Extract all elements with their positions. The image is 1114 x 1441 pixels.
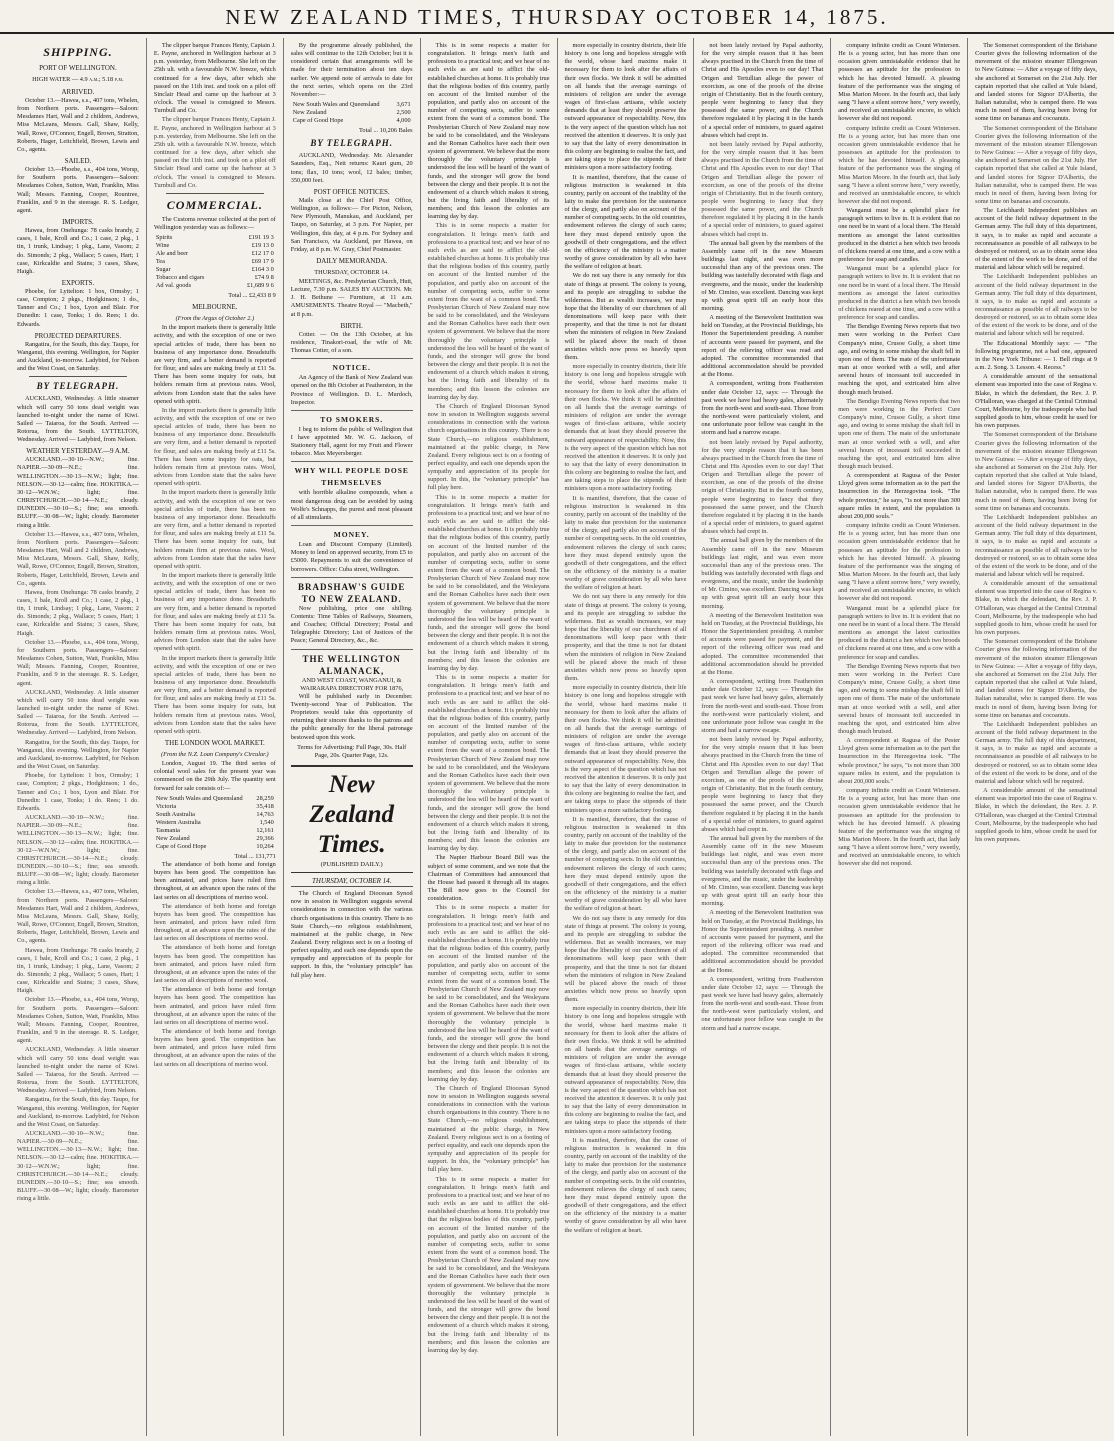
column-7 (831, 38, 968, 1436)
notice-item (291, 410, 413, 459)
mission-text: The Somerset correspondent of the Brisbane Courier gives the following information of the movement of the mission steamer Ellengowan to New Guinea: — After a voyage of fifty days, she anchored at Somerset on the 21st July. Her captain reported that she called at Yule Island, and landed stores for Signor D'Albertis, the Italian naturalist, who is camped there. He was much in need of them, having been living for some time on bananas and cocoanuts. (975, 42, 1097, 123)
wool-row-value: 1,540 (259, 818, 274, 826)
telegraph-text-2: AUCKLAND, Wednesday. Mr. Alexander Saunders, Esq., Nett returns: Kauri gum, 20 tons; flax, 10 tons; wool, 12 bales; timber, 350,000 feet. (290, 152, 413, 184)
arrival-table (291, 101, 413, 125)
leader-lead-repeat-2: The Church of England Diocesan Synod now in session in Wellington suggests several considerations in connection with the various church organisations in this country. There is no State Church,—no religious establishment, maintained at the public charge, in New Zealand. Every religious sect is on a footing of perfect equality, and each one depends upon the sympathy and appreciation of its people for support. In this, the "voluntary principle" has full play here. (427, 1084, 550, 1174)
clipper-text-repeat: The clipper barque Frances Henty, Captain J. E. Payne, anchored in Wellington harbour at 3 p.m. yesterday, from Melbourne. She left on the 25th ult. with a favourable N.W. breeze, which continued for a few days, after which she passed on the 11th inst. and took on a pilot off Sinclair Head and came up the harbour at 3 o'clock. The vessel is consigned to Messrs. Turnbull and Co. (153, 116, 276, 189)
exports-text: Phoebe, for Lyttelton: 1 box, Ormsby; 1 case, Compton; 2 pkgs., Hodgkinson; 1 do., Tanner and Co.; 1 box, Lyon and Blair. For Dunedin: 1 case, Tonks; 1 do. Rees; 1 do. Edwards. (17, 287, 139, 328)
notice-text: with horrible alkaline compounds, when a most dangerous drug can be avoided by using Wolfe's Schnapps, the purest and most pleasant of all stimulants. (290, 489, 413, 521)
melbourne-text-repeat-4: In the import markets there is generally little activity, and with the exception of one or two special articles of trade, there has been no business of any importance done. Breadstuffs are very firm, and a better demand is reported for flour, and sales are making freely at £11 5s. There has been some inquiry for oats, but holders remain firm at previous rates. Wool, advices from London state that the sales have opened with spirit. (153, 654, 276, 735)
sailed-label: SAILED. (64, 157, 92, 166)
bradshaw-title: BRADSHAW'S GUIDE TO NEW ZEALAND. (298, 581, 406, 604)
divider (166, 193, 264, 194)
memoranda-label: DAILY MEMORANDA. (316, 256, 388, 265)
ragusa-text-repeat: A correspondent at Ragusa of the Pester Lloyd gives some information as to the part the Insurrection in the Herzegovina took. "The whole province," he says, "is not more than 300 square miles in extent, and the population is about 200,000 souls." (838, 737, 961, 785)
educational-text: The Educational Monthly says: — "The following programme, not a bad one, appeared in the New York Tribune: — 1. Bell rings at 9 a.m. 2. Song. 3. Lesson. 4. Recess." (975, 339, 1097, 372)
featherston-text: A correspondent, writing from Featherston under date October 12, says: — Through the past week we have had heavy gales, alternately from the north-west and south-east. Those from the north-west were particularly violent, and one unfortunate poor fellow was caught in the storm and had a narrow escape. (701, 380, 824, 437)
bendigo-text: The Bendigo Evening News reports that two men were working in the Perfect Cure Company's mine, Crusoe Gully, a short time ago, and owing to some mishap the shaft fell in upon one of them. The mate of the unfortunate man at once worked with a will, and after several hours of incessant toil succeeded in reaching the spot, and extricated him alive though much bruised. (838, 323, 961, 396)
court-text-repeat-2: A considerable amount of the sensational element was imported into the case of Regina v. Blake, in which the defendant, the Rev. J. P. O'Halloran, was charged at the Central Criminal Court, Melbourne, by the tradespeople who had supplied goods to him, whose credit he used for his own purposes. (975, 787, 1097, 843)
almanack-text: Will be published early in December. Twenty-second Year of Publication. The Proprietors would take this opportunity of returning their sincere thanks to the patrons and the public generally for the liberal patronage bestowed upon this work. (290, 692, 413, 741)
theatre-text: company infinite credit as Count Wintersen. He is a young actor, but has more than one occasion given unmistakable evidence that he possesses an aptitude for the profession to which he has devoted himself. A pleasing feature of the performance was the singing of Miss Marion Moore. In the fourth act, that lady sang "I have a silent sorrow here," very sweetly, and received an unmistakable encore, to which however she did not respond. (838, 42, 961, 123)
napier-text: The Napier Harbour Board Bill was the subject of some comment, and we note that the Chairman of Committees had announced that the House had passed it through all its stages. The Bill now goes to the Council for consideration. (427, 854, 550, 903)
wool-row-label: New Zealand (155, 834, 190, 842)
weather-label: WEATHER YESTERDAY.—9 A.M. (26, 447, 130, 456)
melbourne-text: In the import markets there is generally little activity, and with the exception of one or two special articles of trade, there has been no business of any importance done. Breadstuffs are very firm, and a better demand is reported for flour, and sales are making freely at £11 5s. There has been some inquiry for oats, but holders remain firm at previous rates. Wool, advices from London state that the sales have opened with spirit. (153, 324, 276, 405)
wool-row (154, 795, 276, 803)
notice-heading: NOTICE. (332, 363, 371, 373)
telegraph-text: AUCKLAND, Wednesday. A little steamer which will carry 50 tons dead weight was launched to-night under the name of Kiwi. Sailed — Taiaroa, for the South. Arrived — Rotorua, from the South. LYTTELTON, Wednesday. Arrived — Ladybird, from Nelson. (17, 395, 139, 444)
wool-row (154, 827, 276, 835)
wool-row-label: Cape of Good Hope (155, 842, 207, 850)
continued-text: By the programme already published, the sales will continue to the 12th October; but it is considered certain that arrangements will be made for their termination about ten days earlier. We append note of arrivals to date for the next series, which opens on the 23rd November:— (290, 42, 413, 98)
arrived-label: ARRIVED. (61, 88, 95, 96)
benevolent-text-repeat: A meeting of the Benevolent Institution was held on Tuesday, at the Provincial Buildings, his Honor the Superintendent presiding. A number of accounts were passed for payment, and the report of the relieving officer was read and adopted. The committee recommended that additional accommodation should be provided at the Home. (701, 611, 824, 676)
arrival-row (291, 109, 413, 117)
notice-list (291, 358, 413, 574)
almanack-title: THE WELLINGTON ALMANACK, (302, 653, 401, 676)
commercial-intro: The Customs revenue collected at the port of Wellington yesterday was as follows:— (153, 215, 276, 231)
arrival-row-label: New South Wales and Queensland (292, 101, 380, 109)
wool-row-label: Victoria (155, 802, 177, 810)
bradshaw-text: Now publishing, price one shilling. Contents: Time Tables of Railways, Steamers, and Coaches; Official Directory; Postal and Telegraphic Directory; List of Justices of the Peace; General Directory, &c., &c. (290, 604, 413, 645)
terms-text: Terms for Advertising: Full Page, 30s. Half Page, 20s. Quarter Page, 12s. (297, 743, 407, 759)
mission-text-repeat-2: The Somerset correspondent of the Brisbane Courier gives the following information of the movement of the mission steamer Ellengowan to New Guinea: — After a voyage of fifty days, she anchored at Somerset on the 21st July. Her captain reported that she called at Yule Island, and landed stores for Signor D'Albertis, the Italian naturalist, who is camped there. He was much in need of them, having been living for some time on bananas and cocoanuts. (975, 431, 1097, 512)
wool-row-value: 28,259 (256, 794, 274, 802)
column-6 (694, 38, 831, 1436)
wanganui-text-repeat-2: Wanganui must be a splendid place for paragraph writers to live in. It is evident that no one need be in want of a local there. The Herald mentions as amongst the latest curiosities produced in the district a hen which two broods of chickens reared at one time, and a cow with a preference for soap and candles. (838, 604, 961, 661)
article-body-repeat-3: more especially in country districts, their life history is one long and hopeless struggle with the world, whose hard maxims make it necessary for them to look after the affairs of their own flocks. We think it will be admitted on all hands that the average earnings of ministers of religion are under the average wages of first-class artisans, while society demands that at least they should preserve the outward appearance of respectability. Now, this is the very aspect of the question which has not received the attention it deserves. It is only just to say that the laity of every denomination in this colony are beginning to realise the fact, and are taking steps to place the stipends of their ministers upon a more satisfactory footing. (564, 1005, 687, 1135)
imports-text: Hawea, from Onehunga: 78 casks brandy, 2 cases, 1 bale, Kroll and Co.; 1 case, 2 pkg., 1 tin, 1 trunk, Lindsay; 1 pkg., Lane, Vasom; 2 do. Simonds; 2 pkg., Wallace; 5 cases, Hart; 1 case, Kirkcaldie and Stains; 3 cases, Shaw, Haigh. (17, 227, 139, 275)
arrival-row-label: New Zealand (292, 109, 327, 117)
bendigo-text-repeat: The Bendigo Evening News reports that two men were working in the Perfect Cure Company's mine, Crusoe Gully, a short time ago, and owing to some mishap the shaft fell in upon one of them. The mate of the unfortunate man at once worked with a will, and after several hours of incessant toil succeeded in reaching the spot, and extricated him alive though much bruised. (838, 397, 961, 470)
article-body-2: It is manifest, therefore, that the cause of religious instruction is weakened in this country, partly on account of the inability of the laity to make due provision for the sustenance of the clergy, and partly also on account of the number of competing sects. In the old countries, endowment relieves the clergy of such cares; here they must depend entirely upon the goodwill of their congregations, and the effect on the efficiency of the ministry is a matter worthy of grave consideration by all who have the welfare of religion at heart. (564, 173, 687, 271)
revenue-row (154, 266, 276, 274)
wool-table (154, 795, 276, 851)
column-1 (10, 38, 147, 1436)
railway-text: The Leichhardt Independent publishes an account of the field railway department in the German army. The full duty of this department, it says, is to make as rapid and accurate a reconnaissance as possible of all railways to be destroyed or restored, so as to obtain some idea of the extent of the work to be done, and of the material and labour which will be required. (975, 207, 1097, 272)
imports-text-repeat-2: Hawea, from Onehunga: 78 casks brandy, 2 cases, 1 bale, Kroll and Co.; 1 case, 2 pkg., 1 tin, 1 trunk, Lindsay; 1 pkg., Lane, Vasom; 2 do. Simonds; 2 pkg., Wallace; 5 cases, Hart; 1 case, Kirkcaldie and Stains; 3 cases, Shaw, Haigh. (17, 946, 139, 995)
wool-row-label: Western Australia (155, 818, 201, 826)
masthead-title: NEW ZEALAND TIMES, THURSDAY OCTOBER 14, 1875. (225, 5, 889, 29)
leader-lead: The Church of England Diocesan Synod now in session in Wellington suggests several considerations in connection with the various church organisations in this country. There is no State Church,—no religious establishment, maintained at the public charge, in New Zealand. Every religious sect is on a footing of perfect equality, and each one depends upon the sympathy and appreciation of its people for support. In this, the "voluntary principle" has full play here. (290, 890, 413, 979)
revenue-row-label: Tea (155, 258, 165, 266)
column-5 (558, 38, 695, 1436)
ball-text-repeat: The annual ball given by the members of the Assembly came off in the new Museum buildings last night, and was even more successful than any of the previous ones. The building was tastefully decorated with flags and evergreens, and the music, under the leadership of Mr. Cimino, was excellent. Dancing was kept up with great spirit till an early hour this morning. (701, 537, 824, 610)
revenue-row (154, 274, 276, 282)
exorcism-text-repeat-3: not been lately revised by Papal authority, for the very simple reason that it has been always practised in the Church from the time of Christ and His Apostles even to our day! That Origen and Tertullian allege the power of exorcism, as one of the proofs of the divine origin of Christianity. But in the fourth century, people were beginning to fancy that they possessed the same power, and the Church therefore regulated it by placing it in the hands of a special order of ministers, to guard against abuses which had crept in. (701, 736, 824, 833)
notice-heading: WHY WILL PEOPLE DOSE THEMSELVES (294, 466, 409, 488)
notice-heading: MONEY. (333, 530, 370, 540)
masthead (0, 0, 1114, 34)
wool-total: Total ... 131,771 (234, 852, 276, 860)
wool-sub: (From the N.Z. Loan Company's Circular.) (161, 751, 269, 759)
arrival-total: Total ... 10,206 Bales (359, 127, 413, 135)
wanganui-text: Wanganui must be a splendid place for paragraph writers to live in. It is evident that no one need be in want of a local there. The Herald mentions as amongst the latest curiosities produced in the district a hen which two broods of chickens reared at one time, and a cow with a preference for soap and candles. (838, 207, 961, 264)
revenue-row-value: £69 17 9 (251, 258, 274, 266)
newspaper-page (10, 38, 1104, 1436)
notice-item (291, 525, 413, 574)
exorcism-text: not been lately revised by Papal authority, for the very simple reason that it has been always practised in the Church from the time of Christ and His Apostles even to our day! That Origen and Tertullian allege the power of exorcism, as one of the proofs of the divine origin of Christianity. But in the fourth century, people were beginning to fancy that they possessed the same power, and the Church therefore regulated it by placing it in the hands of a special order of ministers, to guard against abuses which had crept in. (701, 42, 824, 139)
notice-item (291, 358, 413, 407)
wool-text: London, August 19. The third series of colonial wool sales for the present year was commenced on the 29th July. The quantity sent forward for sale consists of:— (153, 760, 276, 792)
article-body-2-repeat-2: It is manifest, therefore, that the cause of religious instruction is weakened in this country, partly on account of the inability of the laity to make due provision for the sustenance of the clergy, and partly also on account of the number of competing sects. In the old countries, endowment relieves the clergy of such cares; here they must depend entirely upon the goodwill of their congregations, and the effect on the efficiency of the ministry is a matter worthy of grave consideration by all who have the welfare of religion at heart. (564, 815, 687, 913)
post-office-label: POST OFFICE NOTICES. (313, 187, 390, 196)
revenue-row-value: £19 13 0 (251, 242, 274, 250)
nameplate-title: New Zealand Times. (309, 771, 395, 859)
melbourne-text-repeat-3: In the import markets there is generally little activity, and with the exception of one or two special articles of trade, there has been no business of any importance done. Breadstuffs are very firm, and a better demand is reported for flour, and sales are making freely at £11 5s. There has been some inquiry for oats, but holders remain firm at previous rates. Wool, advices from London state that the sales have opened with spirit. (153, 571, 276, 653)
featherston-text-repeat: A correspondent, writing from Featherston under date October 12, says: — Through the past week we have had heavy gales, alternately from the north-west and south-east. Those from the north-west were particularly violent, and one unfortunate poor fellow was caught in the storm and had a narrow escape. (701, 678, 824, 734)
revenue-table (154, 234, 276, 290)
ragusa-text: A correspondent at Ragusa of the Pester Lloyd gives some information as to the part the Insurrection in the Herzegovina took. "The whole province," he says, "is not more than 300 square miles in extent, and the population is about 200,000 souls." (838, 472, 961, 520)
railway-text-repeat-3: The Leichhardt Independent publishes an account of the field railway department in the German army. The full duty of this department, it says, is to make as rapid and accurate a reconnaissance as possible of all railways to be destroyed or restored, so as to obtain some idea of the extent of the work to be done, and of the material and labour which will be required. (975, 720, 1097, 785)
expected-text-repeat: Rangatira, for the South, this day. Taupo, for Wanganui, this evening. Wellington, for Napier and Auckland, to-morrow. Ladybird, for Nelson and the West Coast, on Saturday. (17, 738, 139, 771)
leader-body-repeat: This is in some respects a matter for congratulation. It brings men's faith and professions to a practical test; and we hear of no such evils as are said to afflict the old-established churches at home. It is probably true that the religious bodies of this country, partly on account of the limited number of the population, and partly also on account of the number of competing sects, suffer to some extent from the want of a common bond. The Presbyterian Church of New Zealand may now be said to be consolidated, and the Wesleyans and the Roman Catholics have each their own system of government. We believe that the more thoroughly the voluntary principle is understood the less will be heard of the want of funds, and the stronger will grow the bond between the clergy and their people. It is not the endowment of a church which makes it strong, but the living faith and liberality of its members; and this lesson the colonies are learning day by day. (427, 222, 550, 401)
bradshaw-ad (291, 577, 413, 646)
arrival-row (291, 101, 413, 109)
weather-text: AUCKLAND.—30·10—N.W.; fine. NAPIER.—30·09—N.E.; fine. WELLINGTON.—30·13—N.W.; light; fine. NELSON.—30·12—calm; fine. HOKITIKA.—30·12—W.N.W.; light; fine. CHRISTCHURCH.—30·14—N.E.; cloudy. DUNEDIN.—30·10—S.; fine; sea smooth. BLUFF.—30·08—W.; light; cloudy. Barometer rising a little. (17, 456, 139, 529)
wool-row (154, 819, 276, 827)
revenue-row-value: £164 3 0 (251, 266, 274, 274)
ball-text: The annual ball given by the members of the Assembly came off in the new Museum buildings last night, and was even more successful than any of the previous ones. The building was tastefully decorated with flags and evergreens, and the music, under the leadership of Mr. Cimino, was excellent. Dancing was kept up with great spirit till an early hour this morning. (701, 239, 824, 312)
telegraph-heading: BY TELEGRAPH. (36, 381, 120, 392)
featherston-text-repeat-2: A correspondent, writing from Featherston under date October 12, says: — Through the past week we have had heavy gales, alternately from the north-west and south-east. Those from the north-west were particularly violent, and one unfortunate poor fellow was caught in the storm and had a narrow escape. (701, 975, 824, 1032)
wool-text-2-repeat-4: The attendance of both home and foreign buyers has been good. The competition has been animated, and prices have ruled firm throughout, at an advance upon the rates of the last series on all descriptions of merino wool. (153, 1028, 276, 1068)
wool-text-2-repeat-3: The attendance of both home and foreign buyers has been good. The competition has been animated, and prices have ruled firm throughout, at an advance upon the rates of the last series on all descriptions of merino wool. (153, 986, 276, 1026)
arrival-row-label: Cape of Good Hope (292, 117, 344, 125)
melbourne-sub: (From the Argus of October 2.) (175, 315, 255, 323)
melbourne-text-repeat-2: In the import markets there is generally little activity, and with the exception of one or two special articles of trade, there has been no business of any importance done. Breadstuffs are very firm, and a better demand is reported for flour, and sales are making freely at £11 5s. There has been some inquiry for oats, but holders remain firm at previous rates. Wool, advices from London state that the sales have opened with spirit. (153, 489, 276, 570)
benevolent-text: A meeting of the Benevolent Institution was held on Tuesday, at the Provincial Buildings, his Honor the Superintendent presiding. A number of accounts were passed for payment, and the report of the relieving officer was read and adopted. The committee recommended that additional accommodation should be provided at the Home. (701, 314, 824, 379)
notice-text: Loan and Discount Company (Limited). Money to lend on approved security, from £5 to £5000. Repayments to suit the convenience of borrowers. Office: Cuba street, Wellington. (290, 541, 413, 573)
telegraph-text-repeat-2: AUCKLAND, Wednesday. A little steamer which will carry 50 tons dead weight was launched to-night under the name of Kiwi. Sailed — Taiaroa, for the South. Arrived — Rotorua, from the South. LYTTELTON, Wednesday. Arrived — Ladybird, from Nelson. (17, 1046, 139, 1095)
imports-label: IMPORTS. (62, 218, 94, 227)
melbourne-label: MELBOURNE. (192, 303, 238, 312)
clipper-text: The clipper barque Frances Henty, Captain J. E. Payne, anchored in Wellington harbour at 3 p.m. yesterday, from Melbourne. She left on the 25th ult. with a favourable N.W. breeze, which continued for a few days, after which she passed on the 11th inst. and took on a pilot off Sinclair Head and came up the harbour at 3 o'clock. The vessel is consigned to Messrs. Turnbull and Co. (153, 42, 276, 115)
revenue-row (154, 250, 276, 258)
bendigo-text-repeat-2: The Bendigo Evening News reports that two men were working in the Perfect Cure Company's mine, Crusoe Gully, a short time ago, and owing to some mishap the shaft fell in upon one of them. The mate of the unfortunate man at once worked with a will, and after several hours of incessant toil succeeded in reaching the spot, and extricated him alive though much bruised. (838, 662, 961, 735)
article-body: more especially in country districts, their life history is one long and hopeless struggle with the world, whose hard maxims make it necessary for them to look after the affairs of their own flocks. We think it will be admitted on all hands that the average earnings of ministers of religion are under the average wages of first-class artisans, while society demands that at least they should preserve the outward appearance of respectability. Now, this is the very aspect of the question which has not received the attention it deserves. It is only just to say that the laity of every denomination in this colony are beginning to realise the fact, and are taking steps to place the stipends of their ministers upon a more satisfactory footing. (564, 42, 687, 172)
article-body-3-repeat: We do not say there is any remedy for this state of things at present. The colony is young, and its people are struggling to subdue the wilderness. But as wealth increases, we may hope that the liberality of our churchmen of all denominations will keep pace with their prosperity, and that the time is not far distant when the ministers of religion in New Zealand will be placed above the reach of those anxieties which now press so heavily upon them. (564, 593, 687, 683)
dateline: THURSDAY, OCTOBER 14. (291, 876, 413, 887)
column-8 (968, 38, 1104, 1436)
column-2 (147, 38, 284, 1436)
revenue-row (154, 282, 276, 290)
telegraph-heading-2: BY TELEGRAPH. (310, 138, 394, 149)
commercial-heading: COMMERCIAL. (166, 197, 263, 212)
wool-row-value: 12,161 (256, 826, 274, 834)
railway-text-repeat-2: The Leichhardt Independent publishes an account of the field railway department in the German army. The full duty of this department, it says, is to make as rapid and accurate a reconnaissance as possible of all railways to be destroyed or restored, so as to obtain some idea of the extent of the work to be done, and of the material and labour which will be required. (975, 513, 1097, 578)
wool-row-value: 14,763 (256, 810, 274, 818)
arrival-row-value: 2,500 (396, 109, 411, 117)
expected-text-repeat-2: Rangatira, for the South, this day. Taupo, for Wanganui, this evening. Wellington, for Napier and Auckland, to-morrow. Ladybird, for Nelson and the West Coast, on Saturday. (17, 1096, 139, 1128)
expected-text: Rangatira, for the South, this day. Taupo, for Wanganui, this evening. Wellington, for Napier and Auckland, to-morrow. Ladybird, for Nelson and the West Coast, on Saturday. (17, 340, 139, 373)
wool-text-2-repeat-2: The attendance of both home and foreign buyers has been good. The competition has been animated, and prices have ruled firm throughout, at an advance upon the rates of the last series on all descriptions of merino wool. (153, 944, 276, 985)
mission-text-repeat: The Somerset correspondent of the Brisbane Courier gives the following information of the movement of the mission steamer Ellengowan to New Guinea: — After a voyage of fifty days, she anchored at Somerset on the 21st July. Her captain reported that she called at Yule Island, and landed stores for Signor D'Albertis, the Italian naturalist, who is camped there. He was much in need of them, having been living for some time on bananas and cocoanuts. (975, 124, 1097, 205)
weather-text-repeat: AUCKLAND.—30·10—N.W.; fine. NAPIER.—30·09—N.E.; fine. WELLINGTON.—30·13—N.W.; light; fine. NELSON.—30·12—calm; fine. HOKITIKA.—30·12—W.N.W.; light; fine. CHRISTCHURCH.—30·14—N.E.; cloudy. DUNEDIN.—30·10—S.; fine; sea smooth. BLUFF.—30·08—W.; light; cloudy. Barometer rising a little. (17, 814, 139, 887)
ball-text-repeat-2: The annual ball given by the members of the Assembly came off in the new Museum buildings last night, and was even more successful than any of the previous ones. The building was tastefully decorated with flags and evergreens, and the music, under the leadership of Mr. Cimino, was excellent. Dancing was kept up with great spirit till an early hour this morning. (701, 835, 824, 908)
revenue-row-label: Ad val. goods (155, 282, 192, 290)
court-text-repeat: A considerable amount of the sensational element was imported into the case of Regina v. Blake, in which the defendant, the Rev. J. P. O'Halloran, was charged at the Central Criminal Court, Melbourne, by the tradespeople who had supplied goods to him, whose credit he used for his own purposes. (975, 580, 1097, 637)
notice-text: An Agency of the Bank of New Zealand was opened on the 8th October at Featherston, in the Province of Wellington. D. L. Murdoch, Inspector. (290, 374, 413, 406)
article-body-repeat-2: more especially in country districts, their life history is one long and hopeless struggle with the world, whose hard maxims make it necessary for them to look after the affairs of their own flocks. We think it will be admitted on all hands that the average earnings of ministers of religion are under the average wages of first-class artisans, while society demands that at least they should preserve the outward appearance of respectability. Now, this is the very aspect of the question which has not received the attention it deserves. It is only just to say that the laity of every denomination in this colony are beginning to realise the fact, and are taking steps to place the stipends of their ministers upon a more satisfactory footing. (564, 684, 687, 814)
nameplate (291, 765, 413, 873)
telegraph-text-repeat: AUCKLAND, Wednesday. A little steamer which will carry 50 tons dead weight was launched to-night under the name of Kiwi. Sailed — Taiaroa, for the South. Arrived — Rotorua, from the South. LYTTELTON, Wednesday. Arrived — Ladybird, from Nelson. (17, 688, 139, 737)
arrival-row (291, 117, 413, 125)
article-body-2-repeat: It is manifest, therefore, that the cause of religious instruction is weakened in this country, partly on account of the inability of the laity to make due provision for the sustenance of the clergy, and partly also on account of the number of competing sects. In the old countries, endowment relieves the clergy of such cares; here they must depend entirely upon the goodwill of their congregations, and the effect on the efficiency of the ministry is a matter worthy of grave consideration by all who have the welfare of religion at heart. (564, 494, 687, 592)
wool-row-label: South Australia (155, 810, 195, 818)
mission-text-repeat-3: The Somerset correspondent of the Brisbane Courier gives the following information of the movement of the mission steamer Ellengowan to New Guinea: — After a voyage of fifty days, she anchored at Somerset on the 21st July. Her captain reported that she called at Yule Island, and landed stores for Signor D'Albertis, the Italian naturalist, who is camped there. He was much in need of them, having been living for some time on bananas and cocoanuts. (975, 638, 1097, 719)
notice-text: I beg to inform the public of Wellington that I have appointed Mr. W. G. Jackson, of Stationery Hall, agent for my Fruit and Flower tobacco. Max Meyersberger. (290, 425, 413, 458)
leader-lead-repeat: The Church of England Diocesan Synod now in session in Wellington suggests several considerations in connection with the various church organisations in this country. There is no State Church,—no religious establishment, maintained at the public charge, in New Zealand. Every religious sect is on a footing of perfect equality, and each one depends upon the sympathy and appreciation of its people for support. In this, the "voluntary principle" has full play here. (427, 402, 550, 492)
wool-label: THE LONDON WOOL MARKET. (164, 739, 265, 748)
revenue-row (154, 234, 276, 242)
theatre-text-repeat-2: company infinite credit as Count Wintersen. He is a young actor, but has more than one occasion given unmistakable evidence that he possesses an aptitude for the profession to which he has devoted himself. A pleasing feature of the performance was the singing of Miss Marion Moore. In the fourth act, that lady sang "I have a silent sorrow here," very sweetly, and received an unmistakable encore, to which however she did not respond. (838, 522, 961, 603)
exports-label: EXPORTS. (61, 278, 95, 287)
sailed-text-repeat: October 13.—Phoebe, s.s., 404 tons, Worsp, for Southern ports. Passengers—Saloon: Mesdames Cohen, Sutton, Watt, Franklin, Miss Wall; Messrs. Fanning, Cooper, Rountree, Franklin, and 9 in the steerage. R. S. Ledger, agent. (17, 638, 139, 687)
leader-body-repeat-3: This is in some respects a matter for congratulation. It brings men's faith and professions to a practical test; and we hear of no such evils as are said to afflict the old-established churches at home. It is probably true that the religious bodies of this country, partly on account of the limited number of the population, and partly also on account of the number of competing sects, suffer to some extent from the want of a common bond. The Presbyterian Church of New Zealand may now be said to be consolidated, and the Wesleyans and the Roman Catholics have each their own system of government. We believe that the more thoroughly the voluntary principle is understood the less will be heard of the want of funds, and the stronger will grow the bond between the clergy and their people. It is not the endowment of a church which makes it strong, but the living faith and liberality of its members; and this lesson the colonies are learning day by day. (427, 674, 550, 853)
almanack-sub: AND WEST COAST, WANGANUI, & WAIRARAPA DIRECTORY FOR 1876, (300, 676, 404, 692)
article-body-3: We do not say there is any remedy for this state of things at present. The colony is young, and its people are struggling to subdue the wilderness. But as wealth increases, we may hope that the liberality of our churchmen of all denominations will keep pace with their prosperity, and that the time is not far distant when the ministers of religion in New Zealand will be placed above the reach of those anxieties which now press so heavily upon them. (564, 272, 687, 361)
wool-row (154, 803, 276, 811)
wanganui-text-repeat: Wanganui must be a splendid place for paragraph writers to live in. It is evident that no one need be in want of a local there. The Herald mentions as amongst the latest curiosities produced in the district a hen which two broods of chickens reared at one time, and a cow with a preference for soap and candles. (838, 265, 961, 322)
imports-text-repeat: Hawea, from Onehunga: 78 casks brandy, 2 cases, 1 bale, Kroll and Co.; 1 case, 2 pkg., 1 tin, 1 trunk, Lindsay; 1 pkg., Lane, Vasom; 2 do. Simonds; 2 pkg., Wallace; 5 cases, Hart; 1 case, Kirkcaldie and Stains; 3 cases, Shaw, Haigh. (17, 588, 139, 637)
revenue-row-value: £12 17 0 (251, 250, 274, 258)
revenue-row-value: £74 9 8 (254, 274, 274, 282)
divider (29, 376, 127, 377)
notice-heading: TO SMOKERS. (320, 414, 384, 424)
leader-body: This is in some respects a matter for congratulation. It brings men's faith and professions to a practical test; and we hear of no such evils as are said to afflict the old-established churches at home. It is probably true that the religious bodies of this country, partly on account of the limited number of the population, and partly also on account of the number of competing sects, suffer to some extent from the want of a common bond. The Presbyterian Church of New Zealand may now be said to be consolidated, and the Wesleyans and the Roman Catholics have each their own system of government. We believe that the more thoroughly the voluntary principle is understood the less will be heard of the want of funds, and the stronger will grow the bond between the clergy and their people. It is not the endowment of a church which makes it strong, but the living faith and liberality of its members; and this lesson the colonies are learning day by day. (427, 42, 550, 221)
birth-text: Cotter. — On the 13th October, at his residence, Tinakori-road, the wife of Mr. Thomas Cotter, of a son. (290, 330, 413, 355)
theatre-text-repeat: company infinite credit as Count Wintersen. He is a young actor, but has more than one occasion given unmistakable evidence that he possesses an aptitude for the profession to which he has devoted himself. A pleasing feature of the performance was the singing of Miss Marion Moore. In the fourth act, that lady sang "I have a silent sorrow here," very sweetly, and received an unmistakable encore, to which however she did not respond. (838, 124, 961, 205)
wool-row (154, 843, 276, 851)
column-4 (421, 38, 558, 1436)
exorcism-text-repeat-2: not been lately revised by Papal authority, for the very simple reason that it has been always practised in the Church from the time of Christ and His Apostles even to our day! That Origen and Tertullian allege the power of exorcism, as one of the proofs of the divine origin of Christianity. But in the fourth century, people were beginning to fancy that they possessed the same power, and the Church therefore regulated it by placing it in the hands of a special order of ministers, to guard against abuses which had crept in. (701, 438, 824, 536)
revenue-row-label: Spirits (155, 234, 173, 242)
birth-label: BIRTH. (340, 321, 363, 330)
arrived-text-repeat-2: October 13.—Hawea, s.s., 407 tons, Whelen, from Northern ports. Passengers—Saloon: Mesdames Hart, Wall and 2 children, Andrews, Miss McLeans, Messrs. Gall, Shaw, Kelly, Wall, Rowe, O'Connor, Engell, Brown, Stratton, Roberts, Hager, Leitchfield, Brown, Lewis and Co., agents. (17, 888, 139, 945)
column-3 (284, 38, 421, 1436)
article-body-repeat: more especially in country districts, their life history is one long and hopeless struggle with the world, whose hard maxims make it necessary for them to look after the affairs of their own flocks. We think it will be admitted on all hands that the average earnings of ministers of religion are under the average wages of first-class artisans, while society demands that at least they should preserve the outward appearance of respectability. Now, this is the very aspect of the question which has not received the attention it deserves. It is only just to say that the laity of every denomination in this colony are beginning to realise the fact, and are taking steps to place the stipends of their ministers upon a more satisfactory footing. (564, 363, 687, 493)
almanack-ad (291, 649, 413, 761)
high-water: HIGH WATER — 4.9 a.m.; 5.18 p.m. (32, 76, 124, 83)
memoranda-text: MEETINGS, &c. Presbyterian Church, Hutt, Lecture, 7.30 p.m. SALES BY AUCTION. Mr. J. H. Bethune — Furniture, at 11 a.m. AMUSEMENTS. Theatre Royal — "Macbeth," at 8 p.m. (290, 277, 413, 318)
wool-row-label: New South Wales and Queensland (155, 794, 243, 802)
leader-body-repeat-4: This is in some respects a matter for congratulation. It brings men's faith and professions to a practical test; and we hear of no such evils as are said to afflict the old-established churches at home. It is probably true that the religious bodies of this country, partly on account of the limited number of the population, and partly also on account of the number of competing sects, suffer to some extent from the want of a common bond. The Presbyterian Church of New Zealand may now be said to be consolidated, and the Wesleyans and the Roman Catholics have each their own system of government. We believe that the more thoroughly the voluntary principle is understood the less will be heard of the want of funds, and the stronger will grow the bond between the clergy and their people. It is not the endowment of a church which makes it strong, but the living faith and liberality of its members; and this lesson the colonies are learning day by day. (427, 904, 550, 1083)
leader-body-repeat-2: This is in some respects a matter for congratulation. It brings men's faith and professions to a practical test; and we hear of no such evils as are said to afflict the old-established churches at home. It is probably true that the religious bodies of this country, partly on account of the limited number of the population, and partly also on account of the number of competing sects, suffer to some extent from the want of a common bond. The Presbyterian Church of New Zealand may now be said to be consolidated, and the Wesleyans and the Roman Catholics have each their own system of government. We believe that the more thoroughly the voluntary principle is understood the less will be heard of the want of funds, and the stronger will grow the bond between the clergy and their people. It is not the endowment of a church which makes it strong, but the living faith and liberality of its members; and this lesson the colonies are learning day by day. (427, 493, 550, 672)
post-office-text: Mails close at the Chief Post Office, Wellington, as follows:— For Picton, Nelson, New Plymouth, Manukau, and Auckland, per Taupo, on Saturday, at 3 p.m. For Napier, per Wellington, this day, at 4 p.m. For Sydney and San Francisco, via Auckland, per Hawea, on Friday, at 8 p.m. W. Gray, Chief Postmaster. (290, 196, 413, 253)
notice-item (291, 461, 413, 522)
wool-row-value: 10,264 (256, 842, 274, 850)
article-body-2-repeat-3: It is manifest, therefore, that the cause of religious instruction is weakened in this country, partly on account of the inability of the laity to make due provision for the sustenance of the clergy, and partly also on account of the number of competing sects. In the old countries, endowment relieves the clergy of such cares; here they must depend entirely upon the goodwill of their congregations, and the effect on the efficiency of the ministry is a matter worthy of grave consideration by all who have the welfare of religion at heart. (564, 1136, 687, 1234)
revenue-row-label: Wine (155, 242, 170, 250)
wool-row (154, 811, 276, 819)
revenue-row-label: Tobacco and cigars (155, 274, 205, 282)
shipping-heading: SHIPPING. (43, 45, 113, 59)
wool-row (154, 835, 276, 843)
sailed-text: October 13.—Phoebe, s.s., 404 tons, Worsp, for Southern ports. Passengers—Saloon: Mesdames Cohen, Sutton, Watt, Franklin, Miss Wall; Messrs. Fanning, Cooper, Rountree, Franklin, and 9 in the steerage. R. S. Ledger, agent. (17, 166, 139, 214)
arrival-row-value: 4,000 (396, 117, 411, 125)
wool-text-2-repeat: The attendance of both home and foreign buyers has been good. The competition has been animated, and prices have ruled firm throughout, at an advance upon the rates of the last series on all descriptions of merino wool. (153, 902, 276, 943)
article-body-3-repeat-2: We do not say there is any remedy for this state of things at present. The colony is young, and its people are struggling to subdue the wilderness. But as wealth increases, we may hope that the liberality of our churchmen of all denominations will keep pace with their prosperity, and that the time is not far distant when the ministers of religion in New Zealand will be placed above the reach of those anxieties which now press so heavily upon them. (564, 914, 687, 1004)
weather-text-repeat-2: AUCKLAND.—30·10—N.W.; fine. NAPIER.—30·09—N.E.; fine. WELLINGTON.—30·13—N.W.; light; fine. NELSON.—30·12—calm; fine. HOKITIKA.—30·12—W.N.W.; light; fine. CHRISTCHURCH.—30·14—N.E.; cloudy. DUNEDIN.—30·10—S.; fine; sea smooth. BLUFF.—30·08—W.; light; cloudy. Barometer rising a little. (17, 1129, 139, 1203)
nameplate-published: (PUBLISHED DAILY.) (320, 861, 383, 869)
railway-text-repeat: The Leichhardt Independent publishes an account of the field railway department in the German army. The full duty of this department, it says, is to make as rapid and accurate a reconnaissance as possible of all railways to be destroyed or restored, so as to obtain some idea of the extent of the work to be done, and of the material and labour which will be required. (975, 273, 1097, 338)
memoranda-date: THURSDAY, OCTOBER 14. (314, 268, 390, 276)
wool-text-2: The attendance of both home and foreign buyers has been good. The competition has been animated, and prices have ruled firm throughout, at an advance upon the rates of the last series on all descriptions of merino wool. (153, 860, 276, 901)
court-text: A considerable amount of the sensational element was imported into the case of Regina v. Blake, in which the defendant, the Rev. J. P. O'Halloran, was charged at the Central Criminal Court, Melbourne, by the tradespeople who had supplied goods to him, whose credit he used for his own purposes. (975, 373, 1097, 430)
revenue-row-label: Ale and beer (155, 250, 189, 258)
benevolent-text-repeat-2: A meeting of the Benevolent Institution was held on Tuesday, at the Provincial Buildings, his Honor the Superintendent presiding. A number of accounts were passed for payment, and the report of the relieving officer was read and adopted. The committee recommended that additional accommodation should be provided at the Home. (701, 909, 824, 974)
revenue-row (154, 258, 276, 266)
port-heading: PORT OF WELLINGTON. (39, 64, 117, 72)
melbourne-text-repeat: In the import markets there is generally little activity, and with the exception of one or two special articles of trade, there has been no business of any importance done. Breadstuffs are very firm, and a better demand is reported for flour, and sales are making freely at £11 5s. There has been some inquiry for oats, but holders remain firm at previous rates. Wool, advices from London state that the sales have opened with spirit. (153, 406, 276, 488)
revenue-row (154, 242, 276, 250)
exorcism-text-repeat: not been lately revised by Papal authority, for the very simple reason that it has been always practised in the Church from the time of Christ and His Apostles even to our day! That Origen and Tertullian allege the power of exorcism, as one of the proofs of the divine origin of Christianity. But in the fourth century, people were beginning to fancy that they possessed the same power, and the Church therefore regulated it by placing it in the hands of a special order of ministers, to guard against abuses which had crept in. (701, 140, 824, 238)
leader-body-repeat-5: This is in some respects a matter for congratulation. It brings men's faith and professions to a practical test; and we hear of no such evils as are said to afflict the old-established churches at home. It is probably true that the religious bodies of this country, partly on account of the limited number of the population, and partly also on account of the number of competing sects, suffer to some extent from the want of a common bond. The Presbyterian Church of New Zealand may now be said to be consolidated, and the Wesleyans and the Roman Catholics have each their own system of government. We believe that the more thoroughly the voluntary principle is understood the less will be heard of the want of funds, and the stronger will grow the bond between the clergy and their people. It is not the endowment of a church which makes it strong, but the living faith and liberality of its members; and this lesson the colonies are learning day by day. (427, 1175, 550, 1354)
revenue-total: Total ... £2,433 8 9 (228, 292, 276, 300)
arrived-text: October 13.—Hawea, s.s., 407 tons, Whelen, from Northern ports. Passengers—Saloon: Mesdames Hart, Wall and 2 children, Andrews, Miss McLeans, Messrs. Gall, Shaw, Kelly, Wall, Rowe, O'Connor, Engell, Brown, Stratton, Roberts, Hager, Leitchfield, Brown, Lewis and Co., agents. (17, 97, 139, 153)
wool-row-value: 35,418 (256, 802, 274, 810)
revenue-row-label: Sugar (155, 266, 171, 274)
revenue-row-value: £191 19 3 (248, 234, 274, 242)
revenue-row-value: £1,689 9 6 (246, 282, 274, 290)
expected-label: PROJECTED DEPARTURES. (34, 331, 122, 340)
theatre-text-repeat-3: company infinite credit as Count Wintersen. He is a young actor, but has more than one occasion given unmistakable evidence that he possesses an aptitude for the profession to which he has devoted himself. A pleasing feature of the performance was the singing of Miss Marion Moore. In the fourth act, that lady sang "I have a silent sorrow here," very sweetly, and received an unmistakable encore, to which however she did not respond. (838, 787, 961, 868)
sailed-text-repeat-2: October 13.—Phoebe, s.s., 404 tons, Worsp, for Southern ports. Passengers—Saloon: Mesdames Cohen, Sutton, Watt, Franklin, Miss Wall; Messrs. Fanning, Cooper, Rountree, Franklin, and 9 in the steerage. R. S. Ledger, agent. (17, 996, 139, 1045)
arrival-row-value: 3,671 (396, 101, 411, 109)
exports-text-repeat: Phoebe, for Lyttelton: 1 box, Ormsby; 1 case, Compton; 2 pkgs., Hodgkinson; 1 do., Tanner and Co.; 1 box, Lyon and Blair. For Dunedin: 1 case, Tonks; 1 do. Rees; 1 do. Edwards. (17, 772, 139, 812)
arrived-text-repeat: October 13.—Hawea, s.s., 407 tons, Whelen, from Northern ports. Passengers—Saloon: Mesdames Hart, Wall and 2 children, Andrews, Miss McLeans, Messrs. Gall, Shaw, Kelly, Wall, Rowe, O'Connor, Engell, Brown, Stratton, Roberts, Hager, Leitchfield, Brown, Lewis and Co., agents. (17, 530, 139, 587)
wool-row-value: 29,366 (256, 834, 274, 842)
wool-row-label: Tasmania (155, 826, 180, 834)
